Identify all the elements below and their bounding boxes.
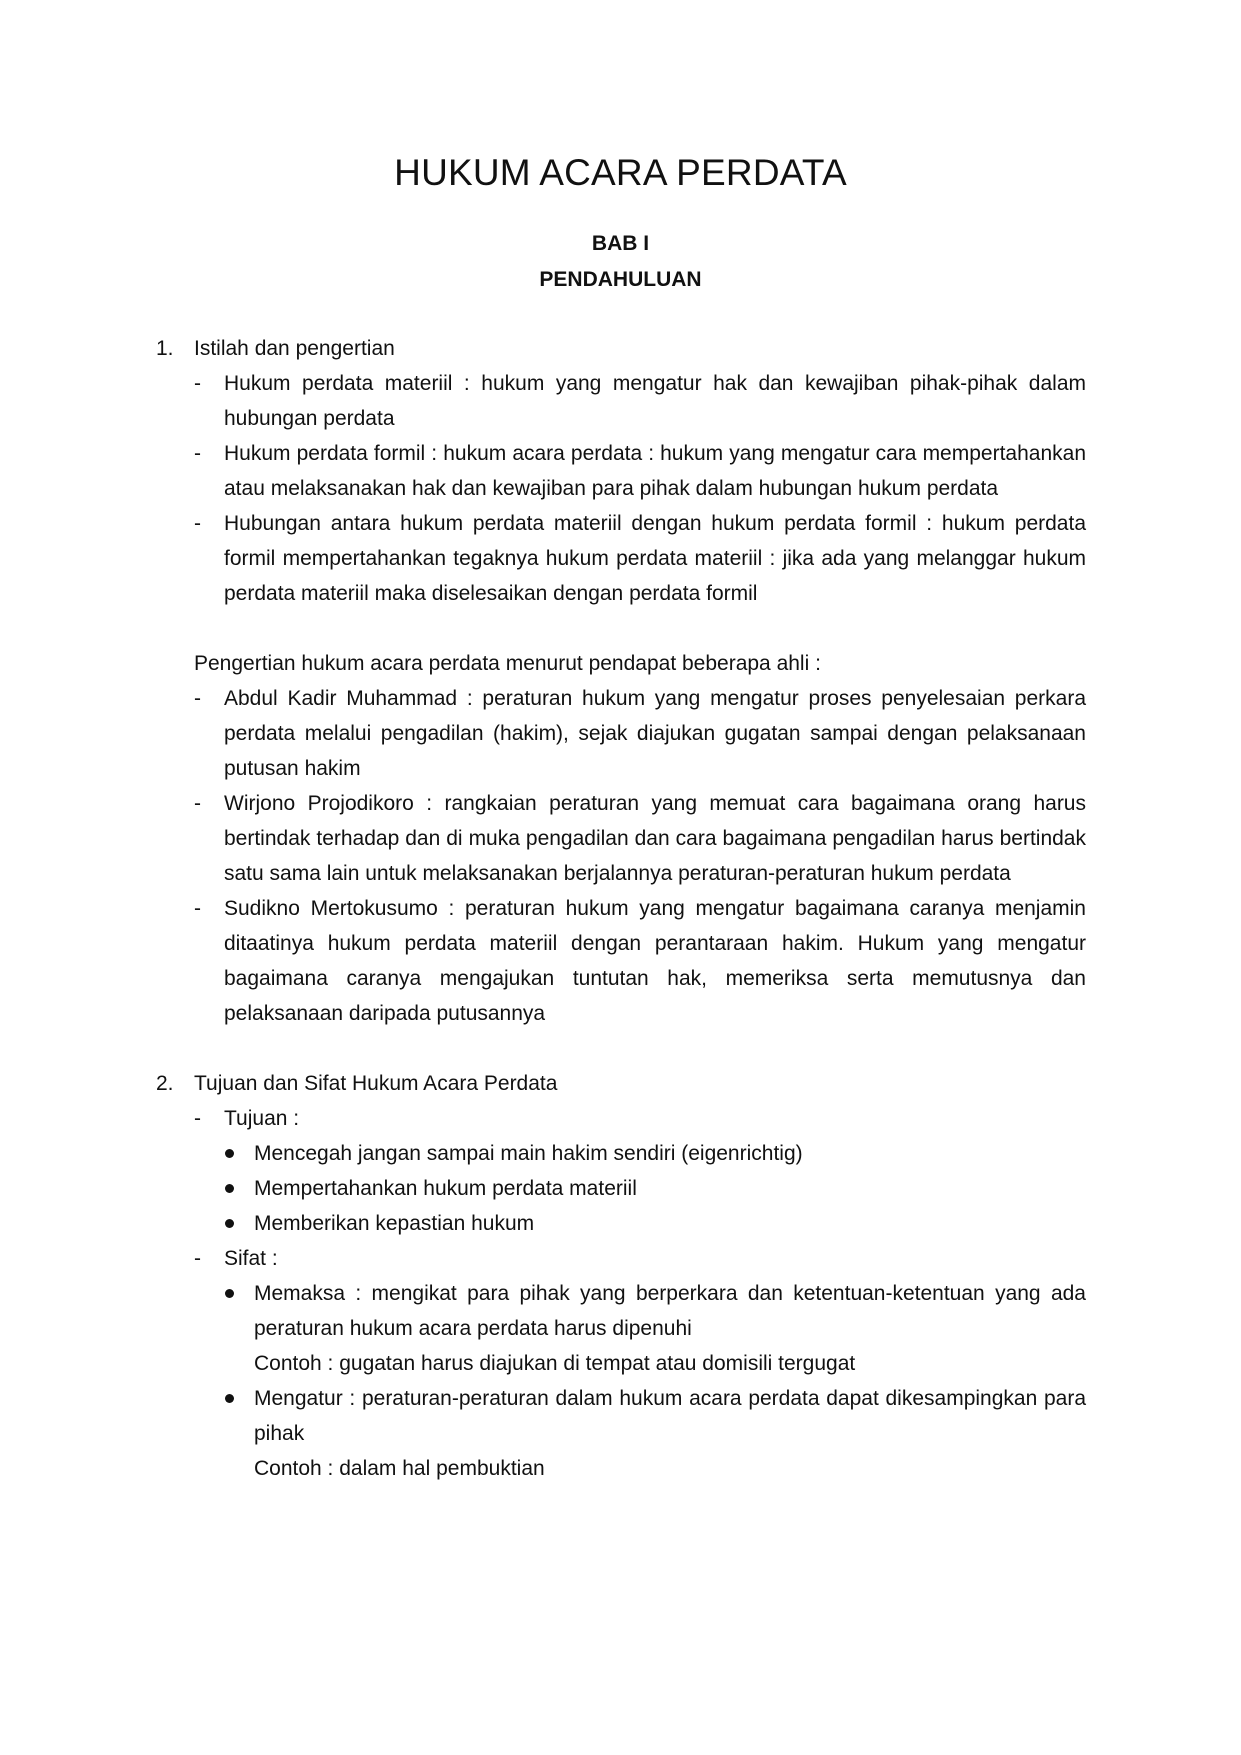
sifat-label: Sifat : — [224, 1247, 278, 1270]
section-spacer — [156, 1031, 1086, 1066]
bullet-icon — [225, 1184, 234, 1193]
list-item — [194, 786, 1086, 891]
tujuan-label: Tujuan : — [224, 1107, 300, 1130]
purpose-nature-list — [194, 1101, 1086, 1486]
bullet-text: Memaksa : mengikat para pihak yang berperkara dan ketentuan-ketentuan yang ada peraturan hukum acara perdata harus dipenuhi — [254, 1282, 1086, 1340]
bullet-text: Mencegah jangan sampai main hakim sendiri (eigenrichtig) — [254, 1142, 803, 1165]
list-item — [194, 891, 1086, 1031]
section-1 — [156, 331, 1086, 1031]
list-item-text: Hukum perdata materiil : hukum yang mengatur hak dan kewajiban pihak-pihak dalam hubungan perdata — [224, 372, 1086, 430]
bullet-icon — [225, 1289, 234, 1298]
section-2 — [156, 1066, 1086, 1486]
list-item-tujuan — [194, 1101, 1086, 1241]
document-title: HUKUM ACARA PERDATA — [394, 152, 847, 193]
list-item-sifat — [194, 1241, 1086, 1486]
section-number: 2. — [156, 1072, 174, 1095]
dash-marker: - — [194, 1247, 201, 1270]
chapter-name: PENDAHULUAN — [539, 268, 702, 291]
sifat-bullets — [224, 1276, 1086, 1486]
bullet-icon — [225, 1149, 234, 1158]
bullet-item — [224, 1381, 1086, 1486]
dash-marker: - — [194, 897, 201, 920]
list-item-text: Wirjono Projodikoro : rangkaian peraturan yang memuat cara bagaimana orang harus bertindak terhadap dan di muka pengadilan dan cara bagaimana pengadilan harus bertindak satu sama lain untuk melaksanakan berjalannya peraturan-peraturan hukum perdata — [224, 792, 1086, 885]
list-item-text: Sudikno Mertokusumo : peraturan hukum yang mengatur bagaimana caranya menjamin ditaatinya hukum perdata materiil dengan perantaraan hakim. Hukum yang mengatur bagaimana caranya mengajukan tuntutan hak, memeriksa serta memutusnya dan pelaksanaan daripada putusannya — [224, 897, 1086, 1025]
list-item — [194, 506, 1086, 611]
section-heading: Tujuan dan Sifat Hukum Acara Perdata — [194, 1072, 558, 1095]
bullet-item — [224, 1171, 1086, 1206]
dash-marker: - — [194, 442, 201, 465]
dash-marker: - — [194, 372, 201, 395]
experts-intro: Pengertian hukum acara perdata menurut pendapat beberapa ahli : — [194, 652, 821, 675]
list-item — [194, 681, 1086, 786]
tujuan-bullets — [224, 1136, 1086, 1241]
dash-marker: - — [194, 687, 201, 710]
bullet-icon — [225, 1394, 234, 1403]
list-item — [194, 436, 1086, 506]
bullet-text: Mengatur : peraturan-peraturan dalam hukum acara perdata dapat dikesampingkan para pihak — [254, 1387, 1086, 1445]
section-number: 1. — [156, 337, 174, 360]
section-heading: Istilah dan pengertian — [194, 337, 395, 360]
chapter-number: BAB I — [591, 232, 650, 255]
bullet-item — [224, 1276, 1086, 1381]
dash-marker: - — [194, 512, 201, 535]
list-item — [194, 366, 1086, 436]
experts-list — [194, 681, 1086, 1031]
bullet-icon — [225, 1219, 234, 1228]
definition-list — [194, 366, 1086, 611]
bullet-item — [224, 1206, 1086, 1241]
list-item-text: Abdul Kadir Muhammad : peraturan hukum yang mengatur proses penyelesaian perkara perdata melalui pengadilan (hakim), sejak diajukan gugatan sampai dengan pelaksanaan putusan hakim — [224, 687, 1086, 780]
bullet-text: Mempertahankan hukum perdata materiil — [254, 1177, 637, 1200]
list-item-text: Hubungan antara hukum perdata materiil dengan hukum perdata formil : hukum perdata formil mempertahankan tegaknya hukum perdata materiil : jika ada yang melanggar hukum perdata materiil maka diselesaikan dengan perdata formil — [224, 512, 1086, 605]
example-text: Contoh : gugatan harus diajukan di tempat atau domisili tergugat — [254, 1352, 856, 1375]
example-text: Contoh : dalam hal pembuktian — [254, 1457, 545, 1480]
dash-marker: - — [194, 792, 201, 815]
dash-marker: - — [194, 1107, 201, 1130]
list-item-text: Hukum perdata formil : hukum acara perdata : hukum yang mengatur cara mempertahankan atau melaksanakan hak dan kewajiban para pihak dalam hubungan hukum perdata — [224, 442, 1086, 500]
document-body — [156, 331, 1086, 1486]
bullet-item — [224, 1136, 1086, 1171]
bullet-text: Memberikan kepastian hukum — [254, 1212, 535, 1235]
